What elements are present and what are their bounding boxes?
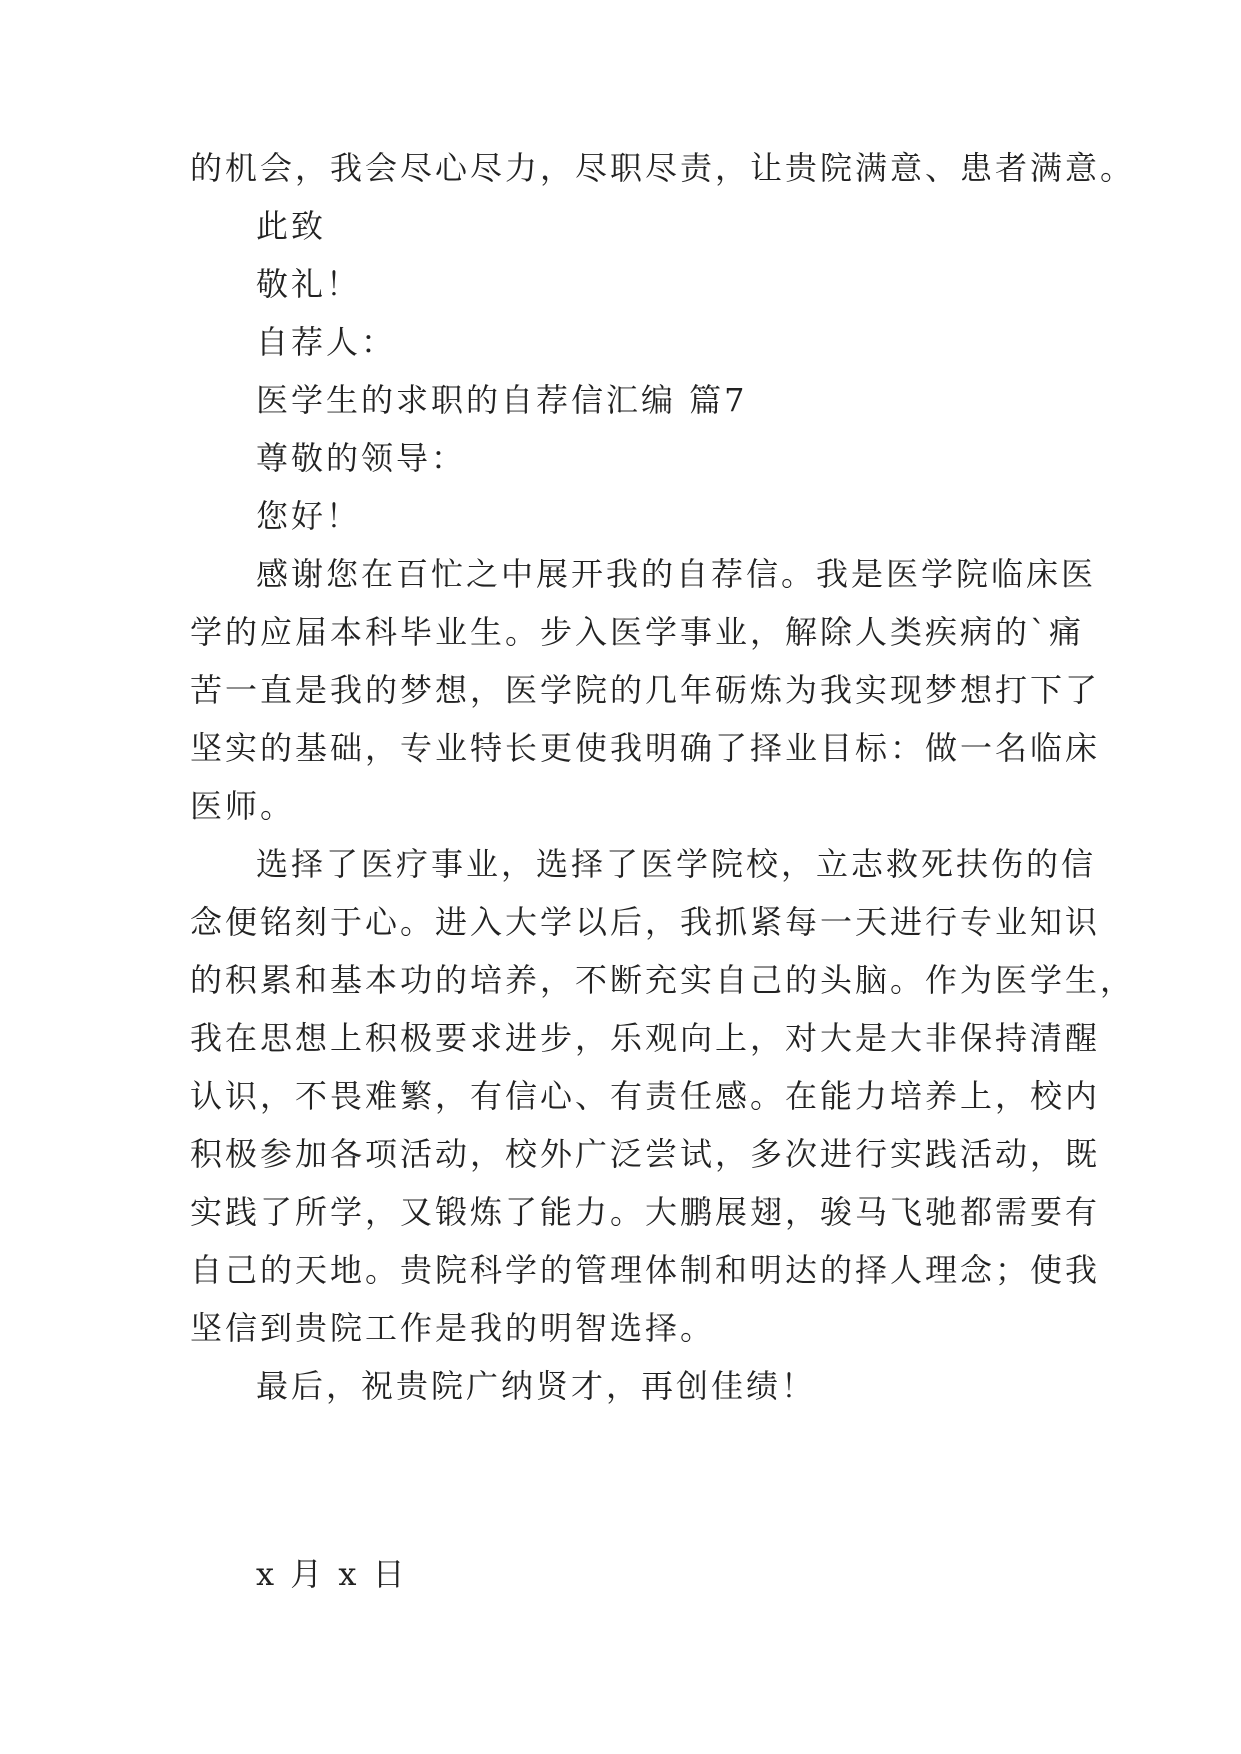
paragraph-2-line-7: 实践了所学，又锻炼了能力。大鹏展翅，骏马飞驰都需要有 (190, 1193, 1101, 1231)
paragraph-1-line-3: 苦一直是我的梦想，医学院的几年砺炼为我实现梦想打下了 (190, 671, 1101, 709)
greeting: 尊敬的领导： (256, 439, 467, 477)
greeting-hello: 您好！ (256, 497, 362, 535)
date-line: x 月 x 日 (256, 1555, 408, 1593)
letter-body (190, 139, 1136, 1603)
paragraph-1-line-4: 坚实的基础，专业特长更使我明确了择业目标：做一名临床 (190, 729, 1101, 767)
body-line-1: 的机会，我会尽心尽力，尽职尽责，让贵院满意、患者满意。 (190, 149, 1136, 187)
closing-salutation: 此致 (256, 207, 327, 245)
closing-wish: 最后，祝贵院广纳贤才，再创佳绩！ (256, 1367, 817, 1405)
paragraph-2-line-5: 认识，不畏难繁，有信心、有责任感。在能力培养上，校内 (190, 1077, 1101, 1115)
paragraph-2-line-8: 自己的天地。贵院科学的管理体制和明达的择人理念；使我 (190, 1251, 1101, 1289)
section-heading: 医学生的求职的自荐信汇编 篇7 (256, 381, 748, 419)
paragraph-2-line-3: 的积累和基本功的培养，不断充实自己的头脑。作为医学生， (190, 961, 1136, 999)
paragraph-2-line-4: 我在思想上积极要求进步，乐观向上，对大是大非保持清醒 (190, 1019, 1101, 1057)
paragraph-2-line-6: 积极参加各项活动，校外广泛尝试，多次进行实践活动，既 (190, 1135, 1101, 1173)
paragraph-2-line-9: 坚信到贵院工作是我的明智选择。 (190, 1309, 716, 1347)
paragraph-2-line-2: 念便铭刻于心。进入大学以后，我抓紧每一天进行专业知识 (190, 903, 1101, 941)
closing-regards: 敬礼！ (256, 265, 362, 303)
spacer (190, 1415, 1050, 1545)
paragraph-1-line-2: 学的应届本科毕业生。步入医学事业，解除人类疾病的`痛 (190, 613, 1085, 651)
signature-label: 自荐人： (256, 323, 397, 361)
paragraph-1-line-5: 医师。 (190, 787, 296, 825)
paragraph-2-line-1: 选择了医疗事业，选择了医学院校，立志救死扶伤的信 (256, 845, 1097, 883)
paragraph-1-line-1: 感谢您在百忙之中展开我的自荐信。我是医学院临床医 (256, 555, 1097, 593)
